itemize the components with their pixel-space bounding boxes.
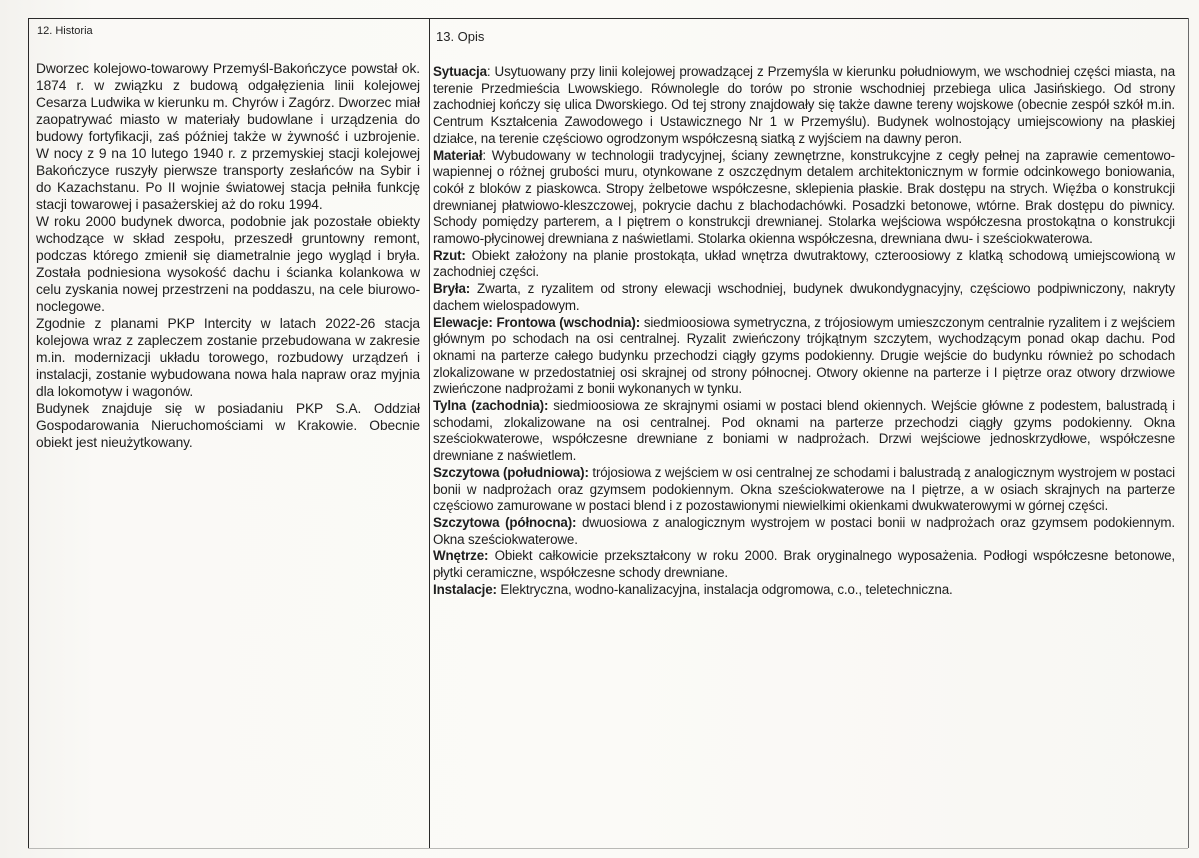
section-massing	[433, 281, 1175, 314]
section-text: Elektryczna, wodno-kanalizacyjna, instalacja odgromowa, c.o., teletechniczna.	[496, 581, 953, 597]
section-text: : Usytuowany przy linii kolejowej prowadzącej z Przemyśla w kierunku południowym, we wschodniej części miasta, na terenie Przedmieścia Lwowskiego. Równolegle do torów po stronie wschodniej przebiega ulica Jasińskiego. Od strony zachodniej kończy się ulica Dworskiego. Od tej strony znajdowały się także dawne tereny wojskowe (obecnie zespół szkół m.in. Centrum Kształcenia Zawodowego i Ustawicznego Nr 1 w Przemyślu). Budynek wolnostojący umiejscowiony na płaskiej działce, na terenie częściowo ogrodzonym współczesną siatką z wyjściem na dawny peron.	[433, 64, 1175, 146]
section-interior	[433, 548, 1175, 581]
section-south-gable	[433, 465, 1175, 515]
table-border-bottom	[28, 848, 1188, 849]
history-paragraph: W roku 2000 budynek dworca, podobnie jak pozostałe obiekty wchodzące w skład zespołu, przeszedł gruntowny remont, podczas którego zmienił się diametralnie jego wygląd i bryła. Została podniesiona wysokość dachu i ścianka kolankowa w celu zyskania nowej przestrzeni na poddaszu, na cele biurowo-noclegowe.	[36, 214, 420, 314]
history-paragraph: Dworzec kolejowo-towarowy Przemyśl-Bakończyce powstał ok. 1874 r. w związku z budową odgałęzienia linii kolejowej Cesarza Ludwika w kierunku m. Chyrów i Zagórz. Dworzec miał zaopatrywać miasto w materiały budowlane i urządzenia do budowy fortyfikacji, zaś później także w żywność i uzbrojenie. W nocy z 9 na 10 lutego 1940 r. z przemyskiej stacji kolejowej Bakończyce ruszyły pierwsze transporty zesłańców na Sybir i do Kazachstanu. Po II wojnie światowej stacja pełniła funkcję stacji towarowej i pasażerskiej aż do roku 1994.	[36, 61, 420, 212]
history-column	[36, 60, 420, 451]
history-paragraph: Budynek znajduje się w posiadaniu PKP S.A. Oddział Gospodarowania Nieruchomościami w Krakowie. Obecnie obiekt jest nieużytkowany.	[36, 401, 420, 450]
column-divider	[429, 18, 430, 848]
section-material	[433, 148, 1175, 248]
history-heading: 12. Historia	[37, 25, 93, 37]
section-north-gable	[433, 515, 1175, 548]
section-label: Wnętrze:	[433, 548, 489, 564]
section-text: dwuosiowa z analogicznym wystrojem w postaci bonii w nadprożach oraz gzymsem podokiennym. Okna sześciokwaterowe.	[433, 514, 1175, 547]
section-situation	[433, 64, 1175, 148]
history-paragraph: Zgodnie z planami PKP Intercity w latach 2022-26 stacja kolejowa wraz z zapleczem zostanie przebudowana w zakresie m.in. modernizacji układu torowego, rozbudowy urządzeń i instalacji, zostanie wybudowana nowa hala napraw oraz myjnia dla lokomotyw i wagonów.	[36, 316, 420, 399]
section-text: Obiekt całkowicie przekształcony w roku 2000. Brak oryginalnego wyposażenia. Podłogi współczesne betonowe, płytki ceramiczne, współczesne schody drewniane.	[433, 548, 1175, 581]
table-border-right	[1188, 18, 1189, 848]
section-label: Rzut:	[433, 247, 466, 263]
section-text: siedmioosiowa symetryczna, z trójosiowym umieszczonym centralnie ryzalitem i z wejściem głównym po schodach na osi centralnej. Ryzalit zwieńczony trójkątnym szczytem, wychodzącym ponad okap dachu. Pod oknami na parterze całego budynku przechodzi ciągły gzyms podokienny. Drugie wejście do budynku również po schodach zlokalizowane w przedostatniej osi skrajnej od strony północnej. Otwory okienne na parterze i I piętrze oraz otwory drzwiowe zwieńczone nadprożami z bonii wykonanych w tynku.	[433, 314, 1175, 397]
table-border-top	[28, 18, 1188, 19]
description-heading: 13. Opis	[436, 29, 485, 44]
section-text: trójosiowa z wejściem w osi centralnej ze schodami i balustradą z analogicznym wystrojem w postaci bonii w nadprożach oraz gzymsem podokiennym. Okna sześciokwaterowe na I piętrze, a w osiach skrajnych na parterze częściowo zamurowane w postaci blend i z pozostawionymi niewielkimi okienkami dwukwaterowymi w górnej części.	[433, 464, 1175, 514]
section-front-elevation	[433, 315, 1175, 399]
section-text: : Wybudowany w technologii tradycyjnej, ściany zewnętrzne, konstrukcyjne z cegły pełnej na zaprawie cementowo-wapiennej o różnej grubości muru, otynkowane z oszczędnym detalem architektonicznym w formie odcinkowego boniowania, cokół z bloków z piaskowca. Stropy żelbetowe współczesne, sklepienia płaskie. Brak dostępu na strych. Więźba o konstrukcji drewnianej płatwiowo-kleszczowej, pokrycie dachu z blachodachówki. Posadzki betonowe, wtórne. Brak dostępu do piwnicy. Schody pomiędzy parterem, a I piętrem o konstrukcji drewnianej. Stolarka wejściowa współczesna prostokątna o konstrukcji ramowo-płycinowej drewniana z naświetlami. Stolarka okienna współczesna, drewniana dwu- i sześciokwaterowa.	[433, 147, 1175, 247]
section-label: Bryła:	[433, 281, 471, 297]
section-label: Szczytowa (południowa):	[433, 464, 589, 480]
description-column	[433, 64, 1175, 599]
section-label: Materiał	[433, 147, 483, 163]
section-label: Instalacje:	[433, 581, 497, 597]
section-text: Obiekt założony na planie prostokąta, układ wnętrza dwutraktowy, czteroosiowy z klatką schodową umiejscowioną w zachodniej części.	[433, 247, 1175, 280]
section-label: Elewacje: Frontowa (wschodnia):	[433, 314, 641, 330]
section-installations	[433, 582, 1175, 599]
section-label: Tylna (zachodnia):	[433, 398, 549, 414]
table-border-left	[28, 18, 29, 848]
section-rear-elevation	[433, 398, 1175, 465]
section-label: Sytuacja	[433, 64, 487, 79]
section-text: Zwarta, z ryzalitem od strony elewacji wschodniej, budynek dwukondygnacyjny, częściowo podpiwniczony, nakryty dachem wielospadowym.	[433, 281, 1175, 313]
section-plan	[433, 248, 1175, 281]
section-text: siedmioosiowa ze skrajnymi osiami w postaci blend okiennych. Wejście główne z podestem, balustradą i schodami, zlokalizowane na osi centralnej. Pod oknami na parterze przechodzi ciągły gzyms podokienny. Okna sześciokwaterowe, współczesne drewniane z boniami w nadprożach. Drzwi wejściowe jednoskrzydłowe, współczesne drewniane z naświetlem.	[433, 398, 1175, 464]
section-label: Szczytowa (północna):	[433, 514, 577, 530]
